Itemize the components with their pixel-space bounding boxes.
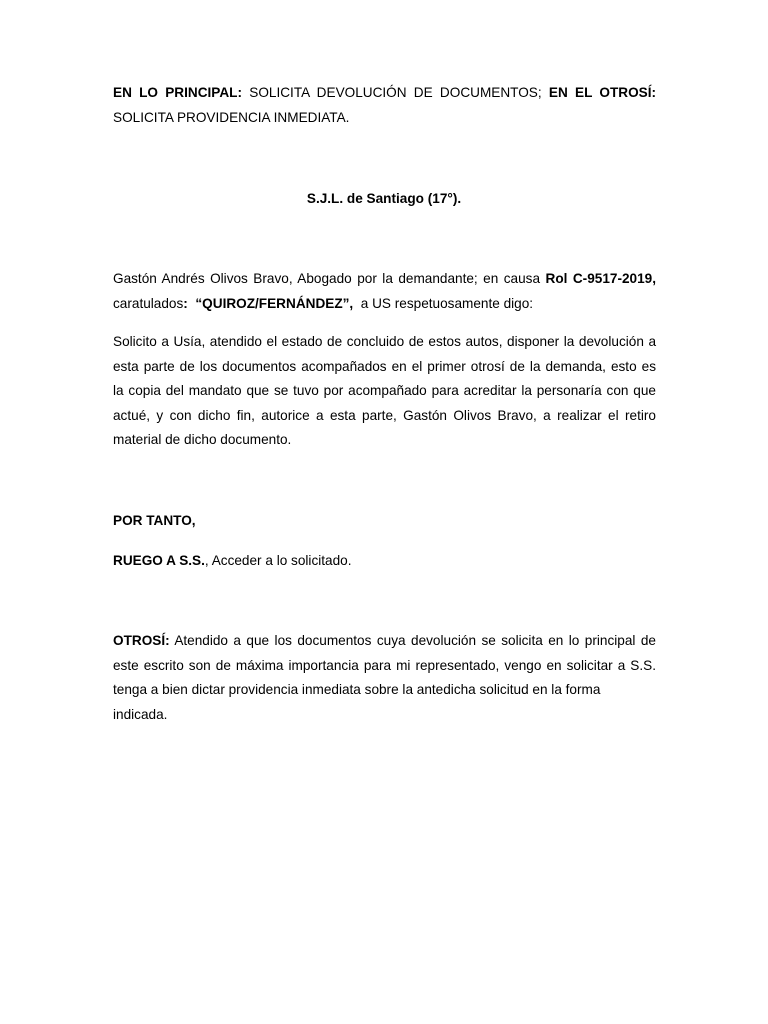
otrosi-paragraph xyxy=(113,629,656,727)
intro-colon: : xyxy=(183,295,188,311)
court-heading xyxy=(0,187,768,211)
principal-text: SOLICITA DEVOLUCIÓN DE DOCUMENTOS; xyxy=(249,85,542,100)
principal-label: EN LO PRINCIPAL: xyxy=(113,85,243,100)
body-line: actué, y con dicho fin, autorice a esta parte, Gastón Olivos Bravo, a realizar el retiro xyxy=(113,407,656,423)
ruego-text: , Acceder a lo solicitado. xyxy=(204,553,352,568)
otrosi-label: OTROSÍ: xyxy=(113,633,170,648)
body-line: esta parte de los documentos acompañados en el primer otrosí de la demanda, esto es xyxy=(113,358,656,374)
otrosi-line-3: tenga a bien dictar providencia inmediata sobre la antedicha solicitud en la forma indicada. xyxy=(113,682,601,722)
intro-text-2: caratulados xyxy=(113,295,184,311)
intro-text-1: Gastón Andrés Olivos Bravo, Abogado por la demandante; en causa xyxy=(113,271,541,286)
por-tanto xyxy=(113,509,656,534)
rol-number: Rol C-9517-2019, xyxy=(545,271,656,286)
intro-text-3: a US respetuosamente digo: xyxy=(360,295,534,311)
otrosi-text-sumilla: SOLICITA PROVIDENCIA INMEDIATA. xyxy=(113,109,350,125)
ruego-label: RUEGO A S.S. xyxy=(113,553,205,568)
body-paragraph xyxy=(113,330,656,453)
ruego xyxy=(113,549,656,574)
caratula: “QUIROZ/FERNÁNDEZ”, xyxy=(195,295,354,311)
otrosi-line-1 xyxy=(113,629,656,654)
otrosi-text-1: Atendido a que los documentos cuya devolución se solicita en lo principal de xyxy=(174,633,656,648)
body-line: material de dicho documento. xyxy=(113,432,292,447)
por-tanto-text: POR TANTO, xyxy=(113,513,196,528)
body-line: Solicito a Usía, atendido el estado de concluido de estos autos, disponer la devolución a xyxy=(113,334,656,349)
body-line: la copia del mandato que se tuvo por acompañado para acreditar la personaría con que xyxy=(113,383,656,398)
intro-line-2 xyxy=(113,292,656,317)
sumilla xyxy=(113,81,656,130)
otrosi-label-sumilla: EN EL OTROSÍ: xyxy=(548,85,657,100)
sumilla-line-1 xyxy=(113,81,656,106)
court-name: S.J.L. de Santiago (17°). xyxy=(306,191,462,206)
intro-paragraph xyxy=(113,267,656,316)
otrosi-line-2: este escrito son de máxima importancia para mi representado, vengo en solicitar a S.S. xyxy=(113,657,656,673)
intro-line-1 xyxy=(113,267,656,292)
